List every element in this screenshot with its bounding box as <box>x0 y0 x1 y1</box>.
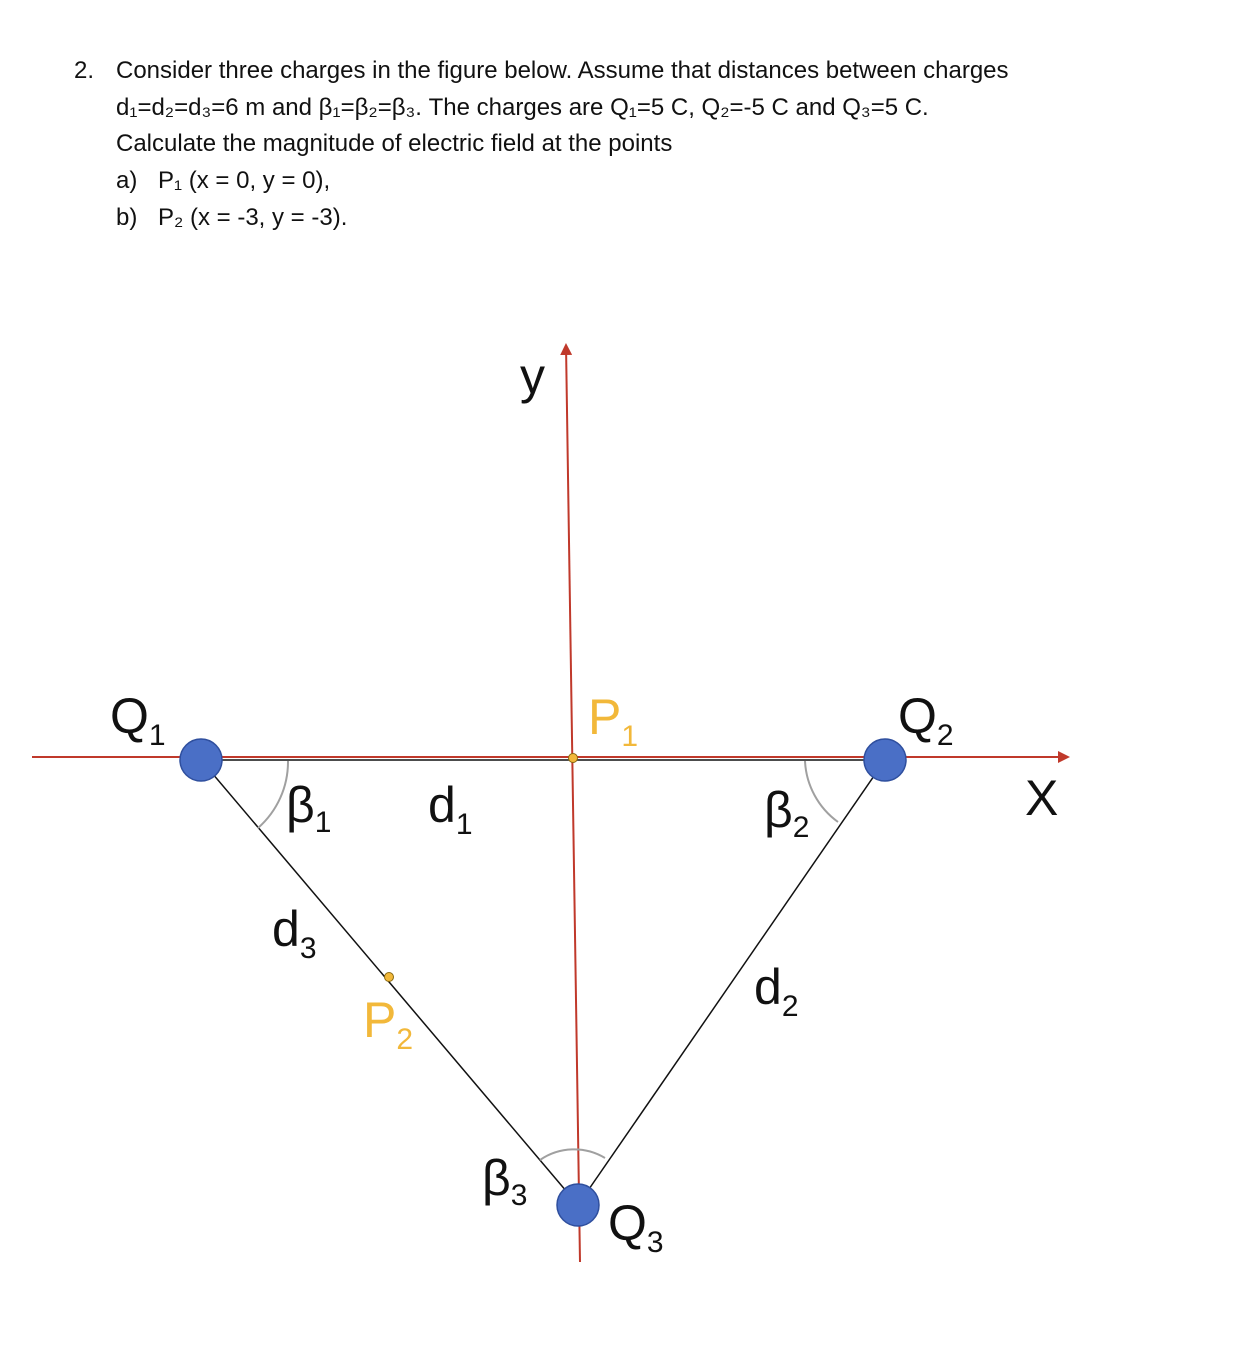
label-beta2-base: β <box>764 782 793 838</box>
label-beta1 <box>286 777 331 839</box>
label-p2-sub: 2 <box>396 1023 414 1056</box>
label-d1 <box>428 777 473 841</box>
label-beta2-sub: 2 <box>792 811 810 844</box>
label-beta3-base: β <box>482 1150 511 1206</box>
question-text-line-3: Calculate the magnitude of electric field at the points <box>116 130 673 157</box>
part-b-label: b) <box>116 204 138 231</box>
label-q3-base: Q <box>608 1195 647 1251</box>
label-d2-base: d <box>754 959 782 1015</box>
label-q2 <box>898 688 954 752</box>
label-beta3 <box>482 1150 527 1212</box>
point-p1-marker <box>569 754 578 763</box>
label-q1-base: Q <box>110 688 149 744</box>
label-d1-sub: 1 <box>455 808 473 841</box>
side-d2 <box>578 760 885 1205</box>
angle-arc-beta3 <box>540 1149 605 1160</box>
question-text-line-2: d₁=d₂=d₃=6 m and β₁=β₂=β₃. The charges are Q₁=5 C, Q₂=-5 C and Q₃=5 C. <box>116 94 929 121</box>
label-beta2 <box>764 782 809 844</box>
charge-q1-marker <box>180 739 222 781</box>
angle-arc-beta1 <box>258 761 288 828</box>
label-p2-base: P <box>363 992 397 1048</box>
x-axis-label: X <box>1025 770 1059 826</box>
side-d3 <box>201 760 578 1205</box>
label-q3 <box>608 1195 664 1259</box>
charge-q2-marker <box>864 739 906 781</box>
label-q1-sub: 1 <box>148 719 166 752</box>
label-d2 <box>754 959 799 1023</box>
label-p1 <box>588 689 638 753</box>
label-d3-base: d <box>272 901 300 957</box>
charge-q3-marker <box>557 1184 599 1226</box>
question-text-line-1: Consider three charges in the figure below. Assume that distances between charges <box>116 57 1009 84</box>
question-number: 2. <box>74 57 95 84</box>
label-p1-sub: 1 <box>621 720 639 753</box>
label-d3-sub: 3 <box>299 932 317 965</box>
part-b-text: P₂ (x = -3, y = -3). <box>158 204 348 231</box>
part-a-text: P₁ (x = 0, y = 0), <box>158 167 331 194</box>
label-q2-sub: 2 <box>936 719 954 752</box>
part-a-label: a) <box>116 167 138 194</box>
label-q2-base: Q <box>898 688 937 744</box>
y-axis <box>566 345 580 1262</box>
label-beta1-base: β <box>286 777 315 833</box>
label-beta1-sub: 1 <box>314 806 332 839</box>
label-beta3-sub: 3 <box>510 1179 528 1212</box>
label-q1 <box>110 688 166 752</box>
label-d1-base: d <box>428 777 456 833</box>
y-axis-label: y <box>520 348 545 404</box>
label-p1-base: P <box>588 689 622 745</box>
angle-arc-beta2 <box>805 761 838 822</box>
label-d2-sub: 2 <box>781 990 799 1023</box>
label-d3 <box>272 901 317 965</box>
point-p2-marker <box>385 973 394 982</box>
label-q3-sub: 3 <box>646 1226 664 1259</box>
